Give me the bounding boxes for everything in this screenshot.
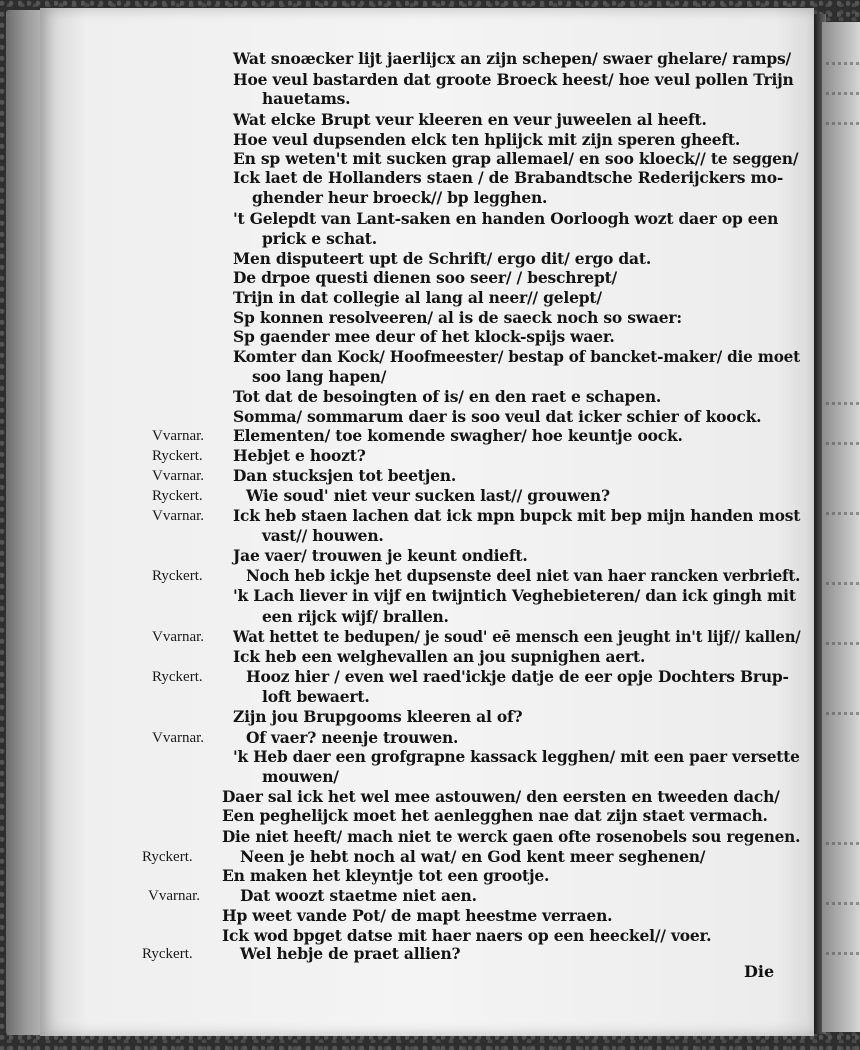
- text-line: ghender heur broeck// bp legghen.: [252, 188, 548, 208]
- speaker-label: Ryckert.: [152, 487, 203, 504]
- catchword: Die: [744, 962, 775, 981]
- text-line: En sp weten't mit sucken grap allemael/ en soo kloeck// te seggen/: [233, 149, 799, 168]
- text-line: een rijck wijf/ brallen.: [262, 606, 449, 626]
- speaker-label: Vvarnar.: [152, 729, 205, 746]
- speaker-label: Ryckert.: [152, 669, 203, 686]
- text-line: Die niet heeft/ mach niet te werck gaen ofte rosenobels sou regenen.: [222, 826, 801, 846]
- text-line: Sp konnen resolveeren/ al is de saeck noch so swaer:: [233, 307, 682, 327]
- text-line: prick e schat.: [262, 228, 377, 248]
- text-line: Noch heb ickje het dupsenste deel niet van haer rancken verbrieft.: [246, 566, 801, 586]
- speaker-label: Ryckert.: [152, 568, 203, 585]
- text-line: Daer sal ick het wel mee astouwen/ den eersten en tweeden dach/: [222, 787, 780, 807]
- text-line: Dat woozt staetme niet aen.: [240, 886, 477, 906]
- text-line: vast// houwen.: [262, 525, 384, 545]
- text-line: De drpoe questi dienen soo seer/ / beschrept/: [233, 268, 618, 288]
- text-line: Hp weet vande Pot/ de mapt heestme verraen.: [222, 906, 613, 926]
- text-line: Jae vaer/ trouwen je keunt ondieft.: [233, 546, 528, 565]
- text-line: Ick heb staen lachen dat ick mpn bupck mit bep mijn handen most: [233, 505, 801, 525]
- text-line: soo lang hapen/: [252, 367, 387, 387]
- text-line: Wie soud' niet veur sucken last// grouwen?: [246, 485, 610, 505]
- text-line: Wat hettet te bedupen/ je soud' eē mensch een jeught in't lijf// kallen/: [233, 626, 801, 646]
- text-line: Neen je hebt noch al wat/ en God kent meer seghenen/: [240, 846, 706, 866]
- text-line: En maken het kleyntje tot een grootje.: [222, 866, 550, 886]
- text-line: Somma/ sommarum daer is soo veul dat icker schier of koock.: [233, 406, 762, 426]
- text-line: 'k Lach liever in vijf en twijntich Veghebieteren/ dan ick gingh mit: [233, 586, 796, 606]
- text-line: Zijn jou Brupgooms kleeren al of?: [233, 707, 523, 727]
- text-line: Wel hebje de praet allien?: [240, 944, 461, 963]
- speaker-label: Vvarnar.: [152, 468, 205, 485]
- text-line: Men disputeert upt de Schrift/ ergo dit/ ergo dat.: [233, 248, 652, 268]
- text-line: Hooz hier / even wel raed'ickje datje de eer opje Dochters Brup-: [246, 667, 789, 687]
- speaker-label: Vvarnar.: [152, 427, 205, 444]
- text-line: Dan stucksjen tot beetjen.: [233, 466, 457, 486]
- text-line: Hoe veul dupsenden elck ten hplijck mit zijn speren gheeft.: [233, 129, 741, 149]
- speaker-label: Ryckert.: [142, 946, 193, 962]
- text-line: Ick wod bpget datse mit haer naers op een heeckel// voer.: [222, 925, 712, 945]
- text-line: Elementen/ toe komende swagher/ hoe keuntje oock.: [233, 425, 683, 445]
- text-line: Hoe veul bastarden dat groote Broeck heest/ hoe veul pollen Trijn: [233, 70, 794, 90]
- text-line: 'k Heb daer een grofgrapne kassack legghen/ mit een paer versette: [233, 746, 800, 766]
- speaker-label: Vvarnar.: [148, 888, 201, 905]
- text-line: hauetams.: [262, 89, 351, 109]
- text-line: Trijn in dat collegie al lang al neer// gelept/: [233, 288, 602, 308]
- text-line: Ick laet de Hollanders staen / de Brabandtsche Rederijckers mo-: [233, 168, 784, 188]
- text-line: Tot dat de besoingten of is/ en den raet e schapen.: [233, 386, 662, 406]
- text-line: 't Gelepdt van Lant-saken en handen Oorloogh wozt daer op een: [233, 208, 779, 228]
- speaker-label: Ryckert.: [142, 848, 193, 865]
- text-line: Hebjet e hoozt?: [233, 446, 366, 466]
- text-line: Een peghelijck moet het aenlegghen nae dat zijn staet vermach.: [222, 806, 768, 826]
- text-line: Ick heb een welghevallen an jou supnighen aert.: [233, 646, 646, 666]
- text-line: mouwen/: [262, 767, 339, 786]
- speaker-label: Ryckert.: [152, 448, 203, 465]
- speaker-label: Vvarnar.: [152, 628, 205, 645]
- text-line: Of vaer? neenje trouwen.: [246, 727, 459, 747]
- text-line: loft bewaert.: [262, 687, 370, 707]
- speaker-label: Vvarnar.: [152, 507, 205, 524]
- text-line: Sp gaender mee deur of het klock-spijs waer.: [233, 326, 615, 346]
- text-line: Wat elcke Brupt veur kleeren en veur juweelen al heeft.: [233, 109, 707, 129]
- text-line: Wat snoæcker lijt jaerlijcx an zijn schepen/ swaer ghelare/ ramps/: [233, 49, 791, 68]
- text-line: Komter dan Kock/ Hoofmeester/ bestap of bancket-maker/ die moet: [233, 347, 801, 366]
